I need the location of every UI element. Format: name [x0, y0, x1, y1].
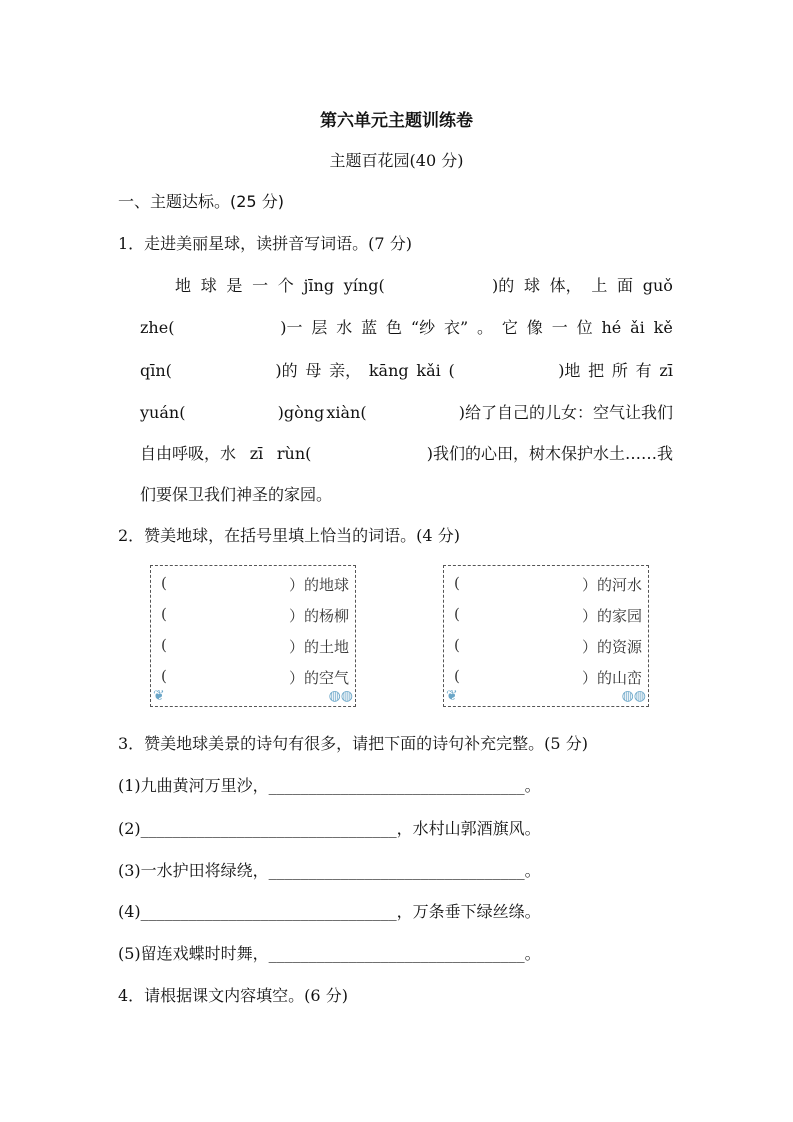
plant-decoration-icon: ❦	[446, 688, 458, 704]
open-paren: (	[454, 605, 460, 623]
text-token: kě	[653, 318, 673, 337]
text-token: zī	[659, 361, 673, 380]
text-token: “纱	[410, 318, 436, 337]
fill-row[interactable]	[161, 605, 349, 626]
text-token: zī	[249, 444, 264, 463]
subtitle: 主题百花园(40 分)	[329, 151, 464, 170]
question-3: 3．赞美地球美景的诗句有很多，请把下面的诗句补充完整。(5 分)	[118, 734, 588, 753]
open-paren: (	[161, 605, 167, 623]
fill-row[interactable]	[454, 605, 642, 626]
text-token: 。	[477, 318, 494, 337]
text-token: jīng	[303, 276, 335, 295]
open-paren: (	[454, 667, 460, 685]
open-paren: (	[161, 667, 167, 685]
fill-row[interactable]	[454, 667, 642, 688]
row-suffix: ）的山峦	[581, 669, 642, 687]
fill-row[interactable]	[454, 636, 642, 657]
word-box-right	[443, 565, 649, 707]
question-4: 4．请根据课文内容填空。(6 分)	[118, 986, 348, 1005]
text-token: )给了自己的儿女：空气让我们	[458, 403, 673, 422]
stone-decoration-icon: ◍◍	[328, 688, 353, 704]
row-suffix: ）的地球	[288, 576, 349, 594]
open-paren: (	[454, 574, 460, 592]
text-token: 是	[226, 276, 243, 295]
text-token: 衣”	[443, 318, 469, 337]
text-token: 自由呼吸，水	[140, 444, 237, 463]
poem-line-4[interactable]: (4)________________________________，万条垂下绿丝绦。	[118, 902, 541, 921]
text-token: 个	[277, 276, 294, 295]
text-token: 们要保卫我们神圣的家园。	[140, 485, 333, 504]
text-token: 把	[588, 361, 605, 380]
text-token: )地	[558, 361, 581, 380]
text-token: (	[448, 361, 455, 380]
paragraph-line	[140, 400, 673, 423]
text-token: yíng(	[343, 276, 385, 295]
text-token: xiàn(	[326, 403, 367, 422]
text-token: 水	[336, 318, 353, 337]
stone-decoration-icon: ◍◍	[621, 688, 646, 704]
text-token: guǒ	[642, 276, 673, 295]
text-token: 层	[311, 318, 328, 337]
text-token: 球	[200, 276, 217, 295]
row-suffix: ）的河水	[581, 576, 642, 594]
text-token: 体，	[549, 276, 582, 295]
paragraph-line	[140, 358, 673, 381]
paragraph-line	[140, 315, 673, 338]
open-paren: (	[161, 636, 167, 654]
question-1: 1．走进美丽星球，读拼音写词语。(7 分)	[118, 234, 412, 253]
open-paren: (	[454, 636, 460, 654]
paragraph-line	[175, 273, 673, 296]
text-token: ǎi	[630, 318, 645, 337]
open-paren: (	[161, 574, 167, 592]
text-token: 有	[635, 361, 652, 380]
text-token: kǎi	[416, 361, 441, 380]
text-token: 母	[305, 361, 322, 380]
text-token: kāng	[368, 361, 409, 380]
section-heading: 一、主题达标。(25 分)	[118, 192, 284, 211]
fill-row[interactable]	[454, 574, 642, 595]
fill-row[interactable]	[161, 667, 349, 688]
word-box-left	[150, 565, 356, 707]
fill-row[interactable]	[161, 574, 349, 595]
row-suffix: ）的空气	[288, 669, 349, 687]
text-token: 一	[551, 318, 568, 337]
text-token: 色	[386, 318, 403, 337]
text-token: )的	[492, 276, 515, 295]
poem-line-3[interactable]: (3)一水护田将绿绕，________________________________。	[118, 861, 541, 880]
paragraph-line	[140, 482, 673, 505]
paragraph-line	[140, 441, 673, 464]
plant-decoration-icon: ❦	[153, 688, 165, 704]
text-token: 上	[591, 276, 608, 295]
text-token: )我们的心田，树木保护水土……我	[426, 444, 673, 463]
text-token: 蓝	[361, 318, 378, 337]
text-token: rùn(	[276, 444, 312, 463]
row-suffix: ）的家园	[581, 607, 642, 625]
page-title: 第六单元主题训练卷	[320, 111, 473, 131]
poem-line-2[interactable]: (2)________________________________，水村山郭酒旗风。	[118, 819, 541, 838]
text-token: 像	[526, 318, 543, 337]
text-token: qīn(	[140, 361, 172, 380]
text-token: 面	[617, 276, 634, 295]
text-token: )一	[280, 318, 303, 337]
text-token: 一	[252, 276, 269, 295]
text-token: 地	[175, 276, 192, 295]
row-suffix: ）的土地	[288, 638, 349, 656]
text-token: 亲，	[329, 361, 362, 380]
text-token: yuán(	[140, 403, 186, 422]
row-suffix: ）的杨柳	[288, 607, 349, 625]
poem-line-1[interactable]: (1)九曲黄河万里沙，________________________________。	[118, 776, 541, 795]
text-token: zhe(	[140, 318, 175, 337]
poem-line-5[interactable]: (5)留连戏蝶时时舞，________________________________。	[118, 944, 541, 963]
text-token: 所	[611, 361, 628, 380]
text-token: )的	[275, 361, 298, 380]
row-suffix: ）的资源	[581, 638, 642, 656]
fill-row[interactable]	[161, 636, 349, 657]
text-token: 它	[501, 318, 518, 337]
text-token: 位	[576, 318, 593, 337]
text-token: )gòng	[277, 403, 325, 422]
text-token: 球	[523, 276, 540, 295]
question-2: 2．赞美地球，在括号里填上恰当的词语。(4 分)	[118, 526, 460, 545]
text-token: hé	[601, 318, 622, 337]
